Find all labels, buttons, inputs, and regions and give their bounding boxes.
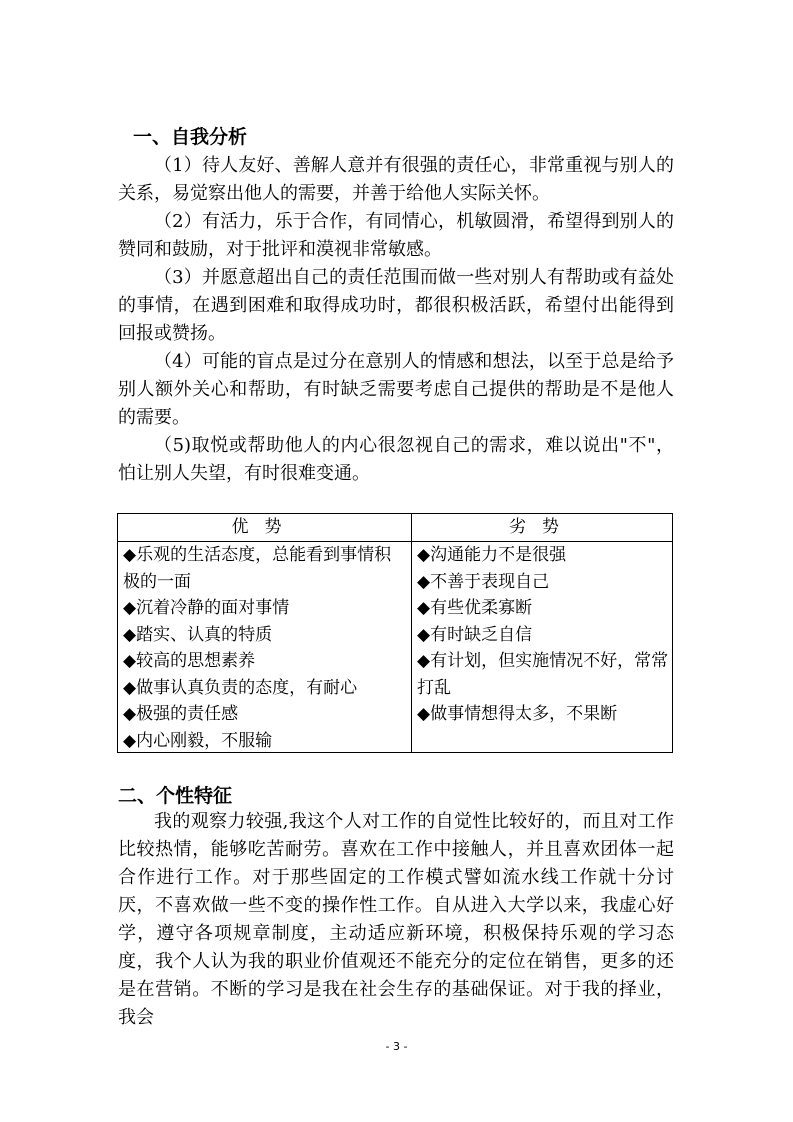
weaknesses-header: 劣势 (509, 517, 575, 537)
paragraph-1: （1）待人友好、善解人意并有很强的责任心，非常重视与别人的关系，易觉察出他人的需要，并善于给他人实际关怀。 (118, 155, 674, 204)
page-number: - 3 - (385, 1040, 408, 1053)
paragraph-personality: 我的观察力较强,我这个人对工作的自觉性比较好的，而且对工作比较热情，能够吃苦耐劳。喜欢在工作中接触人，并且喜欢团体一起合作进行工作。对于那些固定的工作模式譬如流水线工作就十分讨厌，不喜欢做一些不变的操作性工作。自从进入大学以来，我虚心好学，遵守各项规章制度，主动适应新环境，积极保持乐观的学习态度，我个人认为我的职业价值观还不能充分的定位在销售，更多的还是在营销。不断的学习是我在社会生存的基础保证。对于我的择业，我会 (118, 811, 674, 1028)
paragraph-4: （4）可能的盲点是过分在意别人的情感和想法，以至于总是给予别人额外关心和帮助，有时缺乏需要考虑自己提供的帮助是不是他人的需要。 (118, 351, 674, 428)
table-column-divider (411, 514, 412, 752)
weakness-item: ◆不善于表现自己 (417, 571, 550, 592)
swot-table (117, 513, 673, 753)
weakness-item: ◆做事情想得太多，不果断 (417, 704, 618, 724)
strengths-header: 优势 (231, 517, 298, 537)
paragraph-5: （5)取悦或帮助他人的内心很忽视自己的需求，难以说出"不"，怕让别人失望，有时很难变通。 (118, 435, 674, 484)
weakness-item: ◆有计划，但实施情况不好，常常打乱 (417, 651, 669, 698)
strength-item: ◆极强的责任感 (123, 704, 239, 724)
weakness-item: ◆有些优柔寡断 (417, 598, 533, 618)
strength-item: ◆内心刚毅，不服输 (123, 730, 273, 751)
weakness-item: ◆沟通能力不是很强 (417, 545, 567, 565)
weakness-item: ◆有时缺乏自信 (417, 624, 533, 645)
paragraph-2: （2）有活力，乐于合作，有同情心，机敏圆滑，希望得到别人的赞同和鼓励，对于批评和漠视非常敏感。 (118, 211, 674, 260)
strength-item: ◆踏实、认真的特质 (123, 624, 273, 645)
paragraph-3: （3）并愿意超出自己的责任范围而做一些对别人有帮助或有益处的事情，在遇到困难和取得成功时，都很积极活跃，希望付出能得到回报或赞扬。 (118, 267, 674, 344)
strength-item: ◆较高的思想素养 (123, 651, 256, 671)
strength-item: ◆沉着冷静的面对事情 (123, 598, 290, 618)
heading-personality: 二、个性特征 (118, 785, 233, 807)
weaknesses-list (417, 542, 671, 728)
strengths-list (123, 542, 407, 754)
heading-self-analysis: 一、自我分析 (133, 126, 248, 148)
strength-item: ◆乐观的生活态度，总能看到事情积极的一面 (123, 545, 392, 592)
strength-item: ◆做事认真负责的态度，有耐心 (123, 677, 358, 698)
